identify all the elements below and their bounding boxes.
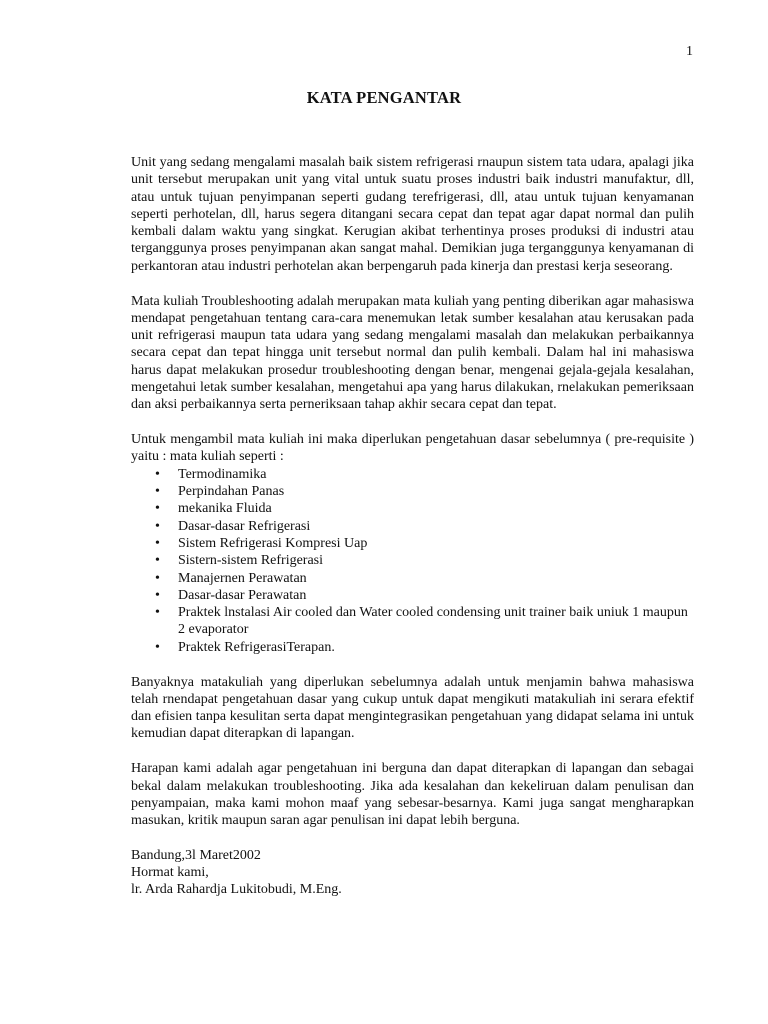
place-date: Bandung,3l Maret2002 (131, 847, 261, 863)
paragraph-prerequisite-intro: Untuk mengambil mata kuliah ini maka diperlukan pengetahuan dasar sebelumnya ( pre-requisite ) yaitu : mata kuliah seperti : (131, 432, 694, 465)
list-item (131, 639, 694, 656)
author-name: lr. Arda Rahardja Lukitobudi, M.Eng. (131, 882, 342, 898)
list-item (131, 552, 694, 569)
list-item (131, 518, 694, 535)
bullet-icon: • (155, 466, 160, 482)
list-item-label: Praktek RefrigerasiTerapan. (178, 639, 335, 655)
bullet-icon: • (155, 553, 160, 569)
list-item-label: Sistem Refrigerasi Kompresi Uap (178, 535, 368, 551)
prerequisite-list (131, 466, 694, 656)
list-item-label: Dasar-dasar Refrigerasi (178, 518, 311, 534)
signature-block (131, 847, 694, 899)
paragraph-course-description: Mata kuliah Troubleshooting adalah merupakan mata kuliah yang penting diberikan agar mahasiswa mendapat pengetahuan tentang cara-cara menemukan letak sumber kesalahan atau kerusakan pada unit refrigerasi maupun tata udara yang sedang mengalami masalah dan melakukan perbaikannya secara cepat dan tepat hingga unit tersebut normal dan pulih kembali. Dalam hal ini mahasiswa harus dapat melakukan prosedur troubleshooting dengan benar, mengenai gejala-gejala kesalahan, mengetahui letak sumber kesalahan, mengetahui apa yang harus dilakukan, rnelakukan pemeriksaan dan aksi perbaikannya serta perneriksaan tahap akhir secara cepat dan tepat. (131, 293, 694, 413)
list-item-label: mekanika Fluida (178, 501, 272, 517)
list-item-label: Termodinamika (178, 466, 267, 482)
list-item-label: Sistern-sistem Refrigerasi (178, 553, 324, 569)
bullet-icon: • (155, 570, 160, 586)
paragraph-closing-hope: Harapan kami adalah agar pengetahuan ini berguna dan dapat diterapkan di lapangan dan sebagai bekal dalam melakukan troubleshooting. Jika ada kesalahan dan kekeliruan dalam penulisan dan penyampaian, maka kami mohon maaf yang sebesar-besarnya. Kami juga sangat mengharapkan masukan, kritik maupun saran agar penulisan ini dapat lebih berguna. (131, 761, 694, 829)
salutation: Hormat kami, (131, 865, 209, 881)
list-item (131, 500, 694, 517)
list-item (131, 604, 694, 639)
bullet-icon: • (155, 587, 160, 603)
list-item-label: Dasar-dasar Perawatan (178, 587, 307, 603)
page-number: 1 (686, 44, 693, 59)
page-title: KATA PENGANTAR (306, 88, 462, 107)
list-item (131, 535, 694, 552)
paragraph-introduction: Unit yang sedang mengalami masalah baik sistem refrigerasi rnaupun sistem tata udara, apalagi jika unit tersebut merupakan unit yang vital untuk suatu proses industri baik industri manufaktur, dll, atau untuk tujuan penyimpanan seperti gudang terefrigerasi, dll, atau untuk tujuan kenyamanan seperti perhotelan, dll, harus segera ditangani secara cepat dan tepat agar dapat normal dan pulih kembali dalam waktu yang singkat. Kerugian akibat terhentinya proses produksi di industri atau terganggunya proses penyimpanan akan sangat mahal. Demikian juga terganggunya kenyamanan di perkantoran atau industri perhotelan akan berpengaruh pada kinerja dan prestasi kerja seseorang. (131, 155, 694, 274)
bullet-icon: • (155, 639, 160, 655)
list-item-label: Perpindahan Panas (178, 484, 285, 500)
list-item (131, 570, 694, 587)
list-item (131, 483, 694, 500)
bullet-icon: • (155, 484, 160, 500)
bullet-icon: • (155, 501, 160, 517)
list-item-label: Praktek lnstalasi Air cooled dan Water cooled condensing unit trainer baik uniuk 1 maupun 2 evaporator (178, 605, 688, 638)
list-item (131, 587, 694, 604)
paragraph-rationale: Banyaknya matakuliah yang diperlukan sebelumnya adalah untuk menjamin bahwa mahasiswa telah rnendapat pengetahuan dasar yang cukup untuk dapat mengikuti matakuliah ini serara efektif dan efisien tanpa kesulitan serta dapat mengintegrasikan pengetahuan yang didapat selama ini untuk kemudian dapat diterapkan di lapangan. (131, 674, 694, 742)
document-body (131, 154, 694, 899)
bullet-icon: • (155, 518, 160, 534)
bullet-icon: • (155, 605, 160, 621)
list-item (131, 466, 694, 483)
bullet-icon: • (155, 535, 160, 551)
list-item-label: Manajernen Perawatan (178, 570, 307, 586)
